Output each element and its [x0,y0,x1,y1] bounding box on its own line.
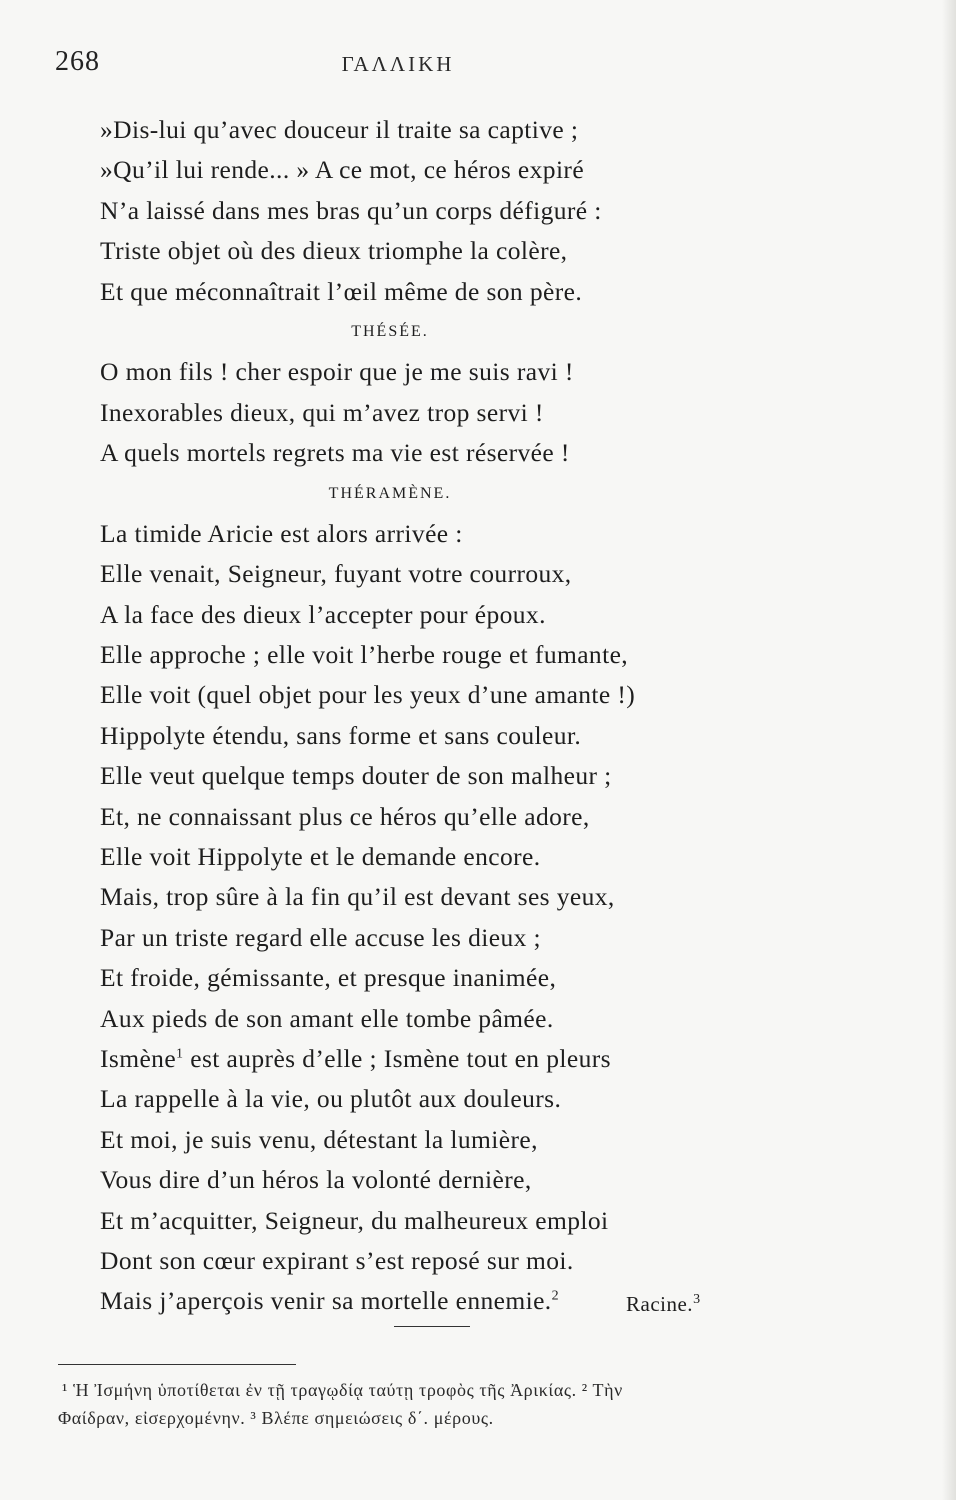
footnote-marker: 1 [176,1046,184,1062]
footnote-marker: 2 [551,1288,559,1304]
verse-text: Ismène [100,1043,177,1073]
attribution [626,1292,701,1317]
attribution-footnote-marker: 3 [693,1292,701,1307]
verse-text-continued: est auprès d’elle ; Ismène tout en pleurs [183,1043,611,1073]
verse-line [100,1241,840,1281]
verse-line [100,191,840,231]
verse-text: Elle veut quelque temps douter de son malheur ; [100,761,612,791]
verse-text: Elle approche ; elle voit l’herbe rouge et fumante, [100,640,629,670]
verse-text: La rappelle à la vie, ou plutôt aux douleurs. [100,1084,562,1114]
verse-text: A quels mortels regrets ma vie est réservée ! [100,438,570,468]
verse-line [100,635,840,675]
verse-line [100,393,840,433]
verse-text: »Qu’il lui rende... » A ce mot, ce héros expiré [100,155,585,185]
verse-line [100,1160,840,1200]
verse-line [100,756,840,796]
verse-line [100,716,840,756]
verse-line [100,999,840,1039]
verse-text: Elle voit Hippolyte et le demande encore. [100,842,541,872]
footnotes [58,1376,828,1432]
verse-line [100,554,840,594]
verse-line [100,1281,840,1321]
verse-line [100,797,840,837]
verse-line [100,1079,840,1119]
running-head: ΓΑΛΛΙΚΗ [341,52,455,76]
verse-line [100,918,840,958]
verse-line [100,272,840,312]
speaker-name: THÉRAMÈNE. [328,484,452,502]
verse-text: »Dis-lui qu’avec douceur il traite sa captive ; [100,115,579,144]
verse-text: Dont son cœur expirant s’est reposé sur moi. [100,1245,574,1275]
page-number: 268 [55,46,100,77]
verse-line [100,675,840,715]
verse-text: Et, ne connaissant plus ce héros qu’elle adore, [100,801,590,831]
footnote-line: Φαίδραν, εἰσερχομένην. ³ Βλέπε σημειώσεις δ΄. μέρους. [58,1408,494,1428]
verse-line [100,1201,840,1241]
verse-line [100,958,840,998]
verse-text: Mais j’aperçois venir sa mortelle ennemie. [100,1286,552,1316]
verse-line [100,352,840,392]
verse-line [100,877,840,917]
verse-line [100,514,840,554]
verse-text: Mais, trop sûre à la fin qu’il est devant ses yeux, [100,882,615,912]
verse-line [100,1039,840,1079]
verse-text: N’a laissé dans mes bras qu’un corps défiguré : [100,195,602,225]
verse-text: Elle venait, Seigneur, fuyant votre courroux, [100,559,572,589]
attribution-author: Racine. [626,1292,694,1316]
separator-rule [394,1326,470,1327]
verse-line [100,1120,840,1160]
page-edge-shadow [942,0,956,1500]
verse-text: Inexorables dieux, qui m’avez trop servi ! [100,397,544,427]
verse-text: Et que méconnaîtrait l’œil même de son père. [100,276,583,306]
verse-text: La timide Aricie est alors arrivée : [100,518,463,548]
verse-text: Elle voit (quel objet pour les yeux d’une amante !) [100,680,636,710]
verse-line [100,837,840,877]
footnote-rule [58,1364,296,1365]
verse-text: Vous dire d’un héros la volonté dernière, [100,1165,532,1195]
verse-line [100,595,840,635]
verse-text: Et moi, je suis venu, détestant la lumière, [100,1124,538,1154]
speaker-name: THÉSÉE. [351,322,429,340]
verse-text: Et froide, gémissante, et presque inanimée, [100,963,557,993]
verse-text: Aux pieds de son amant elle tombe pâmée. [100,1003,554,1033]
verse-line [100,231,840,271]
footnote-line: ¹ Ἡ Ἰσμήνη ὑποτίθεται ἐν τῇ τραγῳδίᾳ ταύτῃ τροφὸς τῆς Ἀρικίας. ² Τὴν [62,1380,623,1400]
verse-text: A la face des dieux l’accepter pour époux. [100,599,546,629]
verse-text: Triste objet où des dieux triomphe la colère, [100,236,568,266]
verse-text: Et m’acquitter, Seigneur, du malheureux emploi [100,1205,609,1235]
verse-text: O mon fils ! cher espoir que je me suis ravi ! [100,357,574,387]
verse-block [100,110,840,1322]
verse-text: Hippolyte étendu, sans forme et sans couleur. [100,720,582,750]
verse-line [100,433,840,473]
verse-line [100,110,840,150]
verse-text: Par un triste regard elle accuse les dieux ; [100,922,542,952]
verse-line [100,150,840,190]
